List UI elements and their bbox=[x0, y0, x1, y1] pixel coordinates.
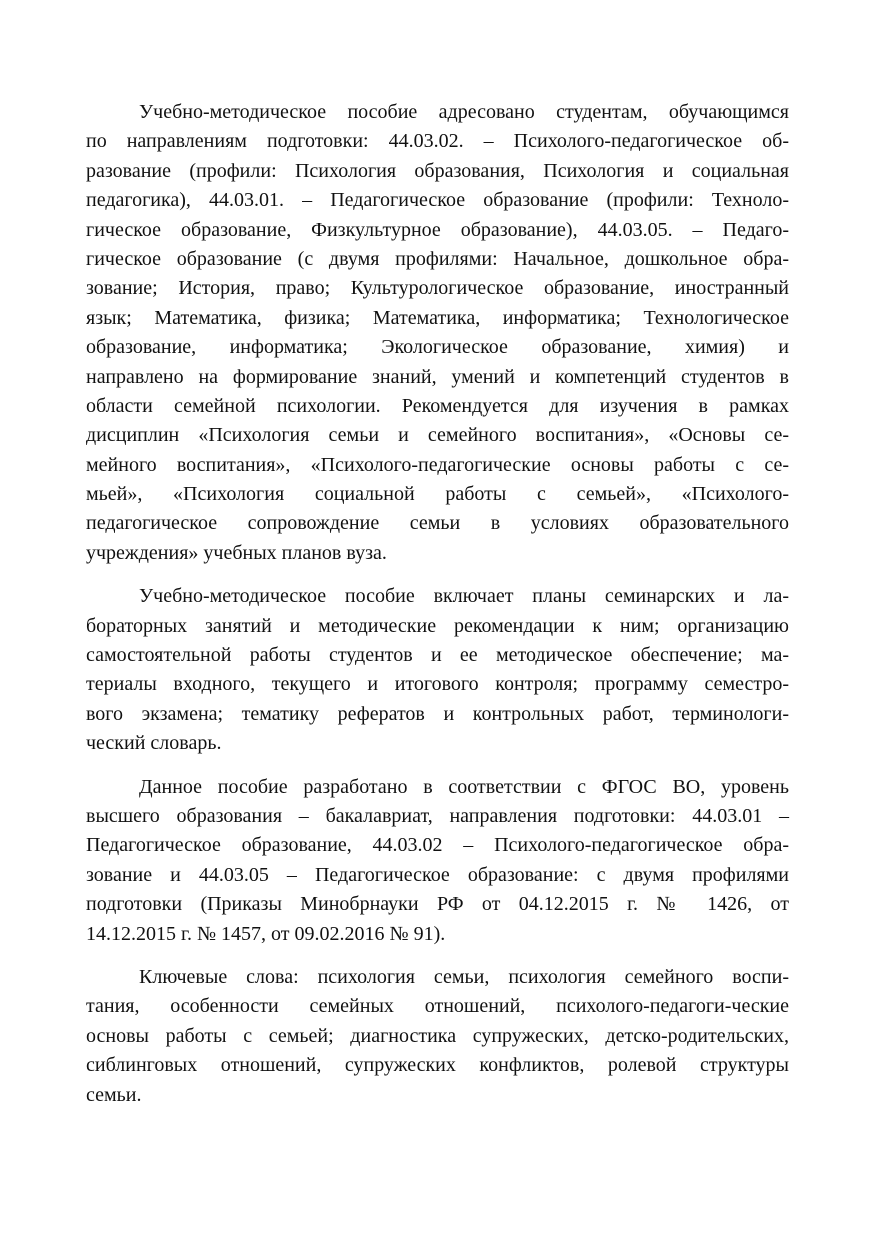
text-line: бораторных занятий и методические рекомендации к ним; организацию bbox=[86, 614, 789, 637]
text-line: Учебно-методическое пособие адресовано студентам, обучающимся bbox=[139, 101, 789, 123]
text-line: сиблинговых отношений, супружеских конфликтов, ролевой структуры bbox=[86, 1054, 789, 1077]
text-line: семьи. bbox=[86, 1083, 142, 1106]
text-line: Данное пособие разработано в соответствии с ФГОС ВО, уровень bbox=[139, 775, 789, 798]
text-line: Педагогическое образование, 44.03.02 – Психолого-педагогическое обра- bbox=[86, 834, 789, 857]
text-line: подготовки (Приказы Минобрнауки РФ от 04.12.2015 г. № 1426, от bbox=[86, 893, 789, 916]
paragraph-standards bbox=[86, 773, 789, 949]
text-line: разование (профили: Психология образования, Психология и социальная bbox=[86, 159, 789, 182]
text-line: зование и 44.03.05 – Педагогическое образование: с двумя профилями bbox=[86, 863, 789, 886]
text-line: 14.12.2015 г. № 1457, от 09.02.2016 № 91). bbox=[86, 922, 446, 945]
text-line: ческий словарь. bbox=[86, 732, 222, 755]
text-line: образование, информатика; Экологическое образование, химия) и bbox=[86, 336, 789, 359]
paragraph-contents bbox=[86, 582, 789, 758]
text-line: области семейной психологии. Рекомендуется для изучения в рамках bbox=[86, 394, 789, 417]
text-line: дисциплин «Психология семьи и семейного воспитания», «Основы се- bbox=[86, 424, 789, 447]
text-line: педагогика), 44.03.01. – Педагогическое образование (профили: Техноло- bbox=[86, 189, 789, 212]
text-line: учреждения» учебных планов вуза. bbox=[86, 541, 387, 564]
paragraph-annotation bbox=[86, 98, 789, 568]
text-line: по направлениям подготовки: 44.03.02. – Психолого-педагогическое об- bbox=[86, 130, 789, 153]
text-line: вого экзамена; тематику рефератов и контрольных работ, терминологи- bbox=[86, 702, 789, 725]
text-line: язык; Математика, физика; Математика, информатика; Технологическое bbox=[86, 306, 789, 329]
text-line: основы работы с семьей; диагностика супружеских, детско-родительских, bbox=[86, 1024, 789, 1047]
text-line: тания, особенности семейных отношений, психолого-педагоги-ческие bbox=[86, 995, 789, 1018]
text-line: Ключевые слова: психология семьи, психология семейного воспи- bbox=[139, 965, 789, 988]
text-line: педагогическое сопровождение семьи в условиях образовательного bbox=[86, 512, 789, 535]
text-line: Учебно-методическое пособие включает планы семинарских и ла- bbox=[139, 585, 789, 608]
text-line: мьей», «Психология социальной работы с семьей», «Психолого- bbox=[86, 483, 789, 506]
text-line: зование; История, право; Культурологическое образование, иностранный bbox=[86, 277, 789, 300]
text-line: высшего образования – бакалавриат, направления подготовки: 44.03.01 – bbox=[86, 804, 789, 827]
paragraph-keywords bbox=[86, 963, 789, 1110]
document-page bbox=[86, 98, 789, 1124]
text-line: направлено на формирование знаний, умений и компетенций студентов в bbox=[86, 365, 789, 388]
text-line: гическое образование (с двумя профилями: Начальное, дошкольное обра- bbox=[86, 247, 789, 270]
text-line: самостоятельной работы студентов и ее методическое обеспечение; ма- bbox=[86, 644, 789, 667]
text-line: мейного воспитания», «Психолого-педагогические основы работы с се- bbox=[86, 453, 789, 476]
text-line: гическое образование, Физкультурное образование), 44.03.05. – Педаго- bbox=[86, 218, 789, 241]
text-line: териалы входного, текущего и итогового контроля; программу семестро- bbox=[86, 673, 789, 696]
